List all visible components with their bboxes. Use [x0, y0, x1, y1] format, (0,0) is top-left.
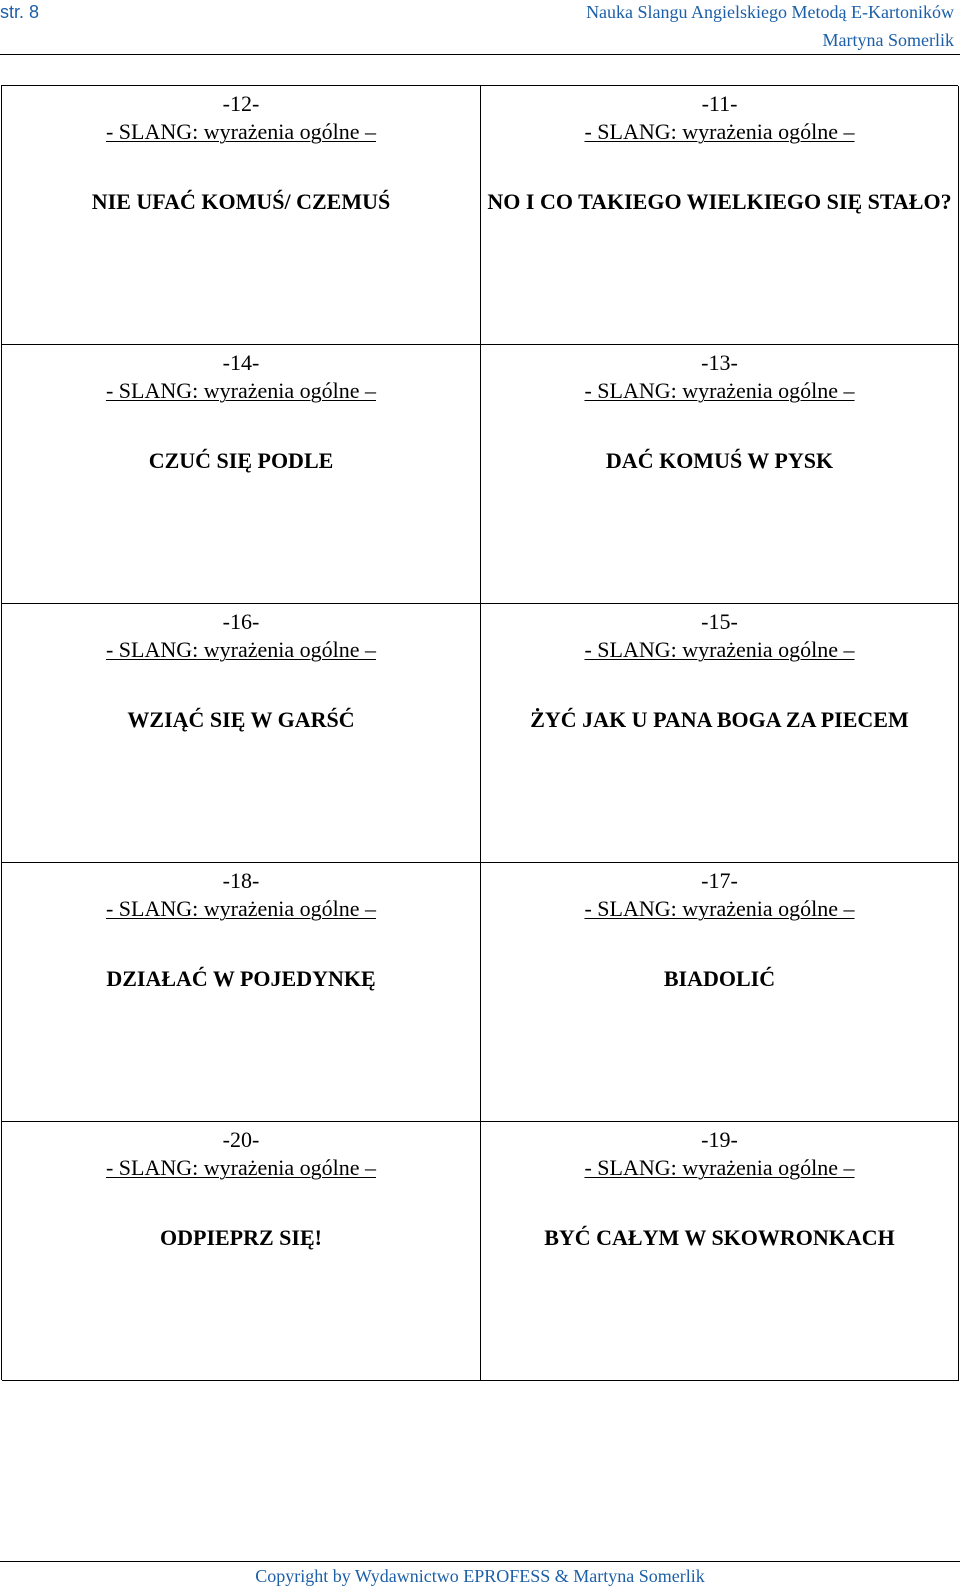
card-category: - SLANG: wyrażenia ogólne –: [584, 896, 855, 921]
footer-divider: [0, 1561, 960, 1562]
card-number: -15-: [701, 609, 738, 634]
card-phrase: NIE UFAĆ KOMUŚ/ CZEMUŚ: [91, 189, 391, 214]
card-category: - SLANG: wyrażenia ogólne –: [105, 637, 377, 662]
flashcard: [481, 604, 959, 863]
flashcard: [481, 345, 959, 604]
flashcard-grid: [1, 85, 958, 1380]
card-number: -16-: [222, 609, 260, 634]
card-number: -13-: [701, 350, 738, 375]
card-phrase: BIADOLIĆ: [663, 966, 776, 991]
card-category: - SLANG: wyrażenia ogólne –: [584, 119, 855, 144]
page-number: str. 8: [0, 2, 40, 22]
card-number: -18-: [222, 868, 260, 893]
card-phrase: NO I CO TAKIEGO WIELKIEGO SIĘ STAŁO?: [487, 189, 952, 214]
document-author: Martyna Somerlik: [822, 30, 954, 50]
flashcard: [2, 86, 481, 345]
flashcard: [2, 345, 481, 604]
card-phrase: ŻYĆ JAK U PANA BOGA ZA PIECEM: [530, 707, 909, 732]
header-divider: [0, 54, 960, 55]
card-category: - SLANG: wyrażenia ogólne –: [584, 637, 855, 662]
card-phrase: DZIAŁAĆ W POJEDYNKĘ: [106, 966, 376, 991]
card-number: -17-: [701, 868, 738, 893]
flashcard: [481, 1122, 959, 1381]
card-number: -19-: [701, 1127, 738, 1152]
document-title: Nauka Slangu Angielskiego Metodą E-Kartoników: [586, 2, 954, 22]
card-category: - SLANG: wyrażenia ogólne –: [105, 378, 377, 403]
flashcard: [481, 86, 959, 345]
card-number: -14-: [222, 350, 260, 375]
card-category: - SLANG: wyrażenia ogólne –: [105, 119, 377, 144]
card-phrase: BYĆ CAŁYM W SKOWRONKACH: [544, 1225, 895, 1250]
card-category: - SLANG: wyrażenia ogólne –: [105, 896, 377, 921]
flashcard: [481, 863, 959, 1122]
card-category: - SLANG: wyrażenia ogólne –: [105, 1155, 377, 1180]
card-phrase: DAĆ KOMUŚ W PYSK: [605, 448, 834, 473]
flashcard: [2, 863, 481, 1122]
card-phrase: CZUĆ SIĘ PODLE: [148, 448, 334, 473]
flashcard: [2, 1122, 481, 1381]
card-phrase: ODPIEPRZ SIĘ!: [160, 1225, 322, 1250]
footer-copyright: Copyright by Wydawnictwo EPROFESS & Martyna Somerlik: [255, 1566, 705, 1586]
card-category: - SLANG: wyrażenia ogólne –: [584, 378, 855, 403]
card-category: - SLANG: wyrażenia ogólne –: [584, 1155, 855, 1180]
card-number: -20-: [222, 1127, 260, 1152]
card-phrase: WZIĄĆ SIĘ W GARŚĆ: [127, 707, 355, 732]
card-number: -12-: [222, 91, 260, 116]
card-number: -11-: [701, 91, 738, 116]
flashcard: [2, 604, 481, 863]
